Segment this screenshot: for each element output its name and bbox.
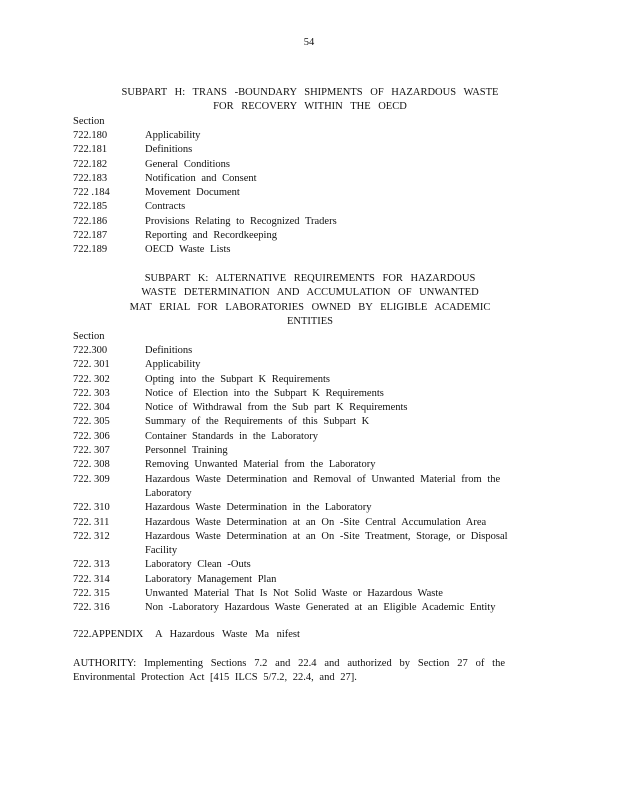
section-entry [73, 158, 528, 172]
authority-note: AUTHORITY: Implementing Sections 7.2 and 22.4 and authorized by Section 27 of the Environmental Protection Act [415 ILCS 5/7.2, 22.4, and 27]. [73, 658, 505, 684]
subpart-k-heading-line: SUBPART K: ALTERNATIVE REQUIREMENTS FOR HAZARDOUS [144, 273, 476, 284]
section-number: 722. 316 [73, 602, 110, 614]
section-number: 722. 315 [73, 588, 110, 600]
section-title: Definitions [145, 345, 193, 356]
section-title: Hazardous Waste Determination at an On -Site Treatment, Storage, or Disposal Facility [145, 530, 508, 557]
section-number: 722.187 [73, 230, 108, 242]
section-entry [73, 430, 528, 444]
section-entry [73, 344, 528, 358]
section-entry [73, 501, 528, 515]
section-title: General Conditions [145, 158, 230, 170]
section-title: Contracts [145, 201, 186, 213]
section-entry [73, 243, 528, 257]
section-title: Opting into the Subpart K Requirements [145, 373, 331, 385]
appendix-entry [73, 628, 300, 642]
section-number: 722.181 [73, 144, 108, 156]
section-entry [73, 143, 528, 157]
subpart-k-heading [70, 272, 550, 329]
section-number: 722.189 [73, 244, 108, 256]
section-entry [73, 200, 528, 214]
section-entry [73, 516, 528, 530]
section-title: Applicability [145, 130, 201, 141]
section-title: Definitions [145, 144, 193, 156]
section-title: Container Standards in the Laboratory [145, 430, 318, 442]
section-title: Summary of the Requirements of this Subpart K [145, 416, 370, 428]
section-number: 722. 304 [73, 402, 110, 414]
section-number: 722. 308 [73, 459, 110, 471]
section-entry [73, 215, 528, 229]
section-number: 722. 306 [73, 430, 110, 442]
section-entry [73, 186, 528, 200]
section-number: 722.180 [73, 130, 108, 141]
section-number: 722. 314 [73, 573, 110, 585]
section-number: 722 .184 [73, 187, 110, 199]
section-title: Hazardous Waste Determination in the Laboratory [145, 502, 372, 514]
section-title: Notice of Withdrawal from the Sub part K Requirements [145, 402, 408, 414]
subpart-k-section-list [73, 344, 528, 616]
section-entry [73, 401, 528, 415]
section-title: Reporting and Recordkeeping [145, 230, 277, 242]
section-title: Notice of Election into the Subpart K Requirements [145, 387, 384, 399]
appendix-title: A Hazardous Waste Ma nifest [155, 629, 300, 640]
section-number: 722.186 [73, 215, 108, 227]
section-entry [73, 129, 528, 143]
section-entry [73, 373, 528, 387]
section-entry [73, 473, 528, 502]
section-title: Personnel Training [145, 445, 228, 457]
section-title: Hazardous Waste Determination at an On -Site Central Accumulation Area [145, 516, 487, 528]
subpart-h-heading-line: FOR RECOVERY WITHIN THE OECD [213, 101, 407, 113]
section-entry [73, 387, 528, 401]
section-title: Movement Document [145, 187, 240, 199]
section-title: Unwanted Material That Is Not Solid Waste or Hazardous Waste [145, 588, 443, 600]
section-entry [73, 530, 528, 559]
section-entry [73, 587, 528, 601]
section-entry [73, 601, 528, 615]
subpart-k-heading-line: MAT ERIAL FOR LABORATORIES OWNED BY ELIGIBLE ACADEMIC [129, 301, 491, 313]
section-entry [73, 172, 528, 186]
section-entry [73, 458, 528, 472]
section-number: 722.183 [73, 172, 108, 184]
section-number: 722.300 [73, 345, 108, 356]
subpart-k-section-label: Section [73, 331, 105, 342]
subpart-h-heading-line: SUBPART H: TRANS -BOUNDARY SHIPMENTS OF HAZARDOUS WASTE [121, 87, 499, 98]
section-entry [73, 558, 528, 572]
section-entry [73, 358, 528, 372]
page-number: 54 [303, 37, 315, 48]
section-number: 722.182 [73, 158, 108, 170]
section-entry [73, 444, 528, 458]
section-number: 722. 303 [73, 387, 110, 399]
section-title: Removing Unwanted Material from the Laboratory [145, 459, 376, 471]
section-number: 722. 307 [73, 445, 110, 457]
subpart-h-section-list [73, 129, 528, 258]
subpart-h-heading [70, 86, 550, 115]
subpart-k-heading-line: WASTE DETERMINATION AND ACCUMULATION OF UNWANTED [141, 287, 479, 299]
section-title: Hazardous Waste Determination and Removal of Unwanted Material from the Laboratory [145, 473, 501, 499]
section-number: 722. 311 [73, 516, 110, 528]
section-title: Applicability [145, 359, 201, 371]
section-title: Non -Laboratory Hazardous Waste Generated at an Eligible Academic Entity [145, 602, 496, 614]
section-title: OECD Waste Lists [145, 244, 231, 256]
section-number: 722. 302 [73, 373, 110, 385]
section-entry [73, 573, 528, 587]
section-number: 722. 309 [73, 473, 110, 485]
section-title: Notification and Consent [145, 172, 257, 184]
section-title: Laboratory Management Plan [145, 573, 277, 585]
section-number: 722. 312 [73, 530, 110, 542]
section-number: 722. 310 [73, 502, 110, 514]
section-title: Laboratory Clean -Outs [145, 559, 251, 571]
section-title: Provisions Relating to Recognized Traders [145, 215, 337, 227]
section-number: 722. 313 [73, 559, 110, 571]
section-number: 722. 301 [73, 359, 110, 371]
section-entry [73, 229, 528, 243]
section-entry [73, 415, 528, 429]
appendix-number: 722.APPENDIX [73, 629, 144, 640]
section-number: 722. 305 [73, 416, 110, 428]
subpart-k-heading-line: ENTITIES [286, 315, 334, 327]
subpart-h-section-label: Section [73, 116, 105, 127]
section-number: 722.185 [73, 201, 108, 213]
